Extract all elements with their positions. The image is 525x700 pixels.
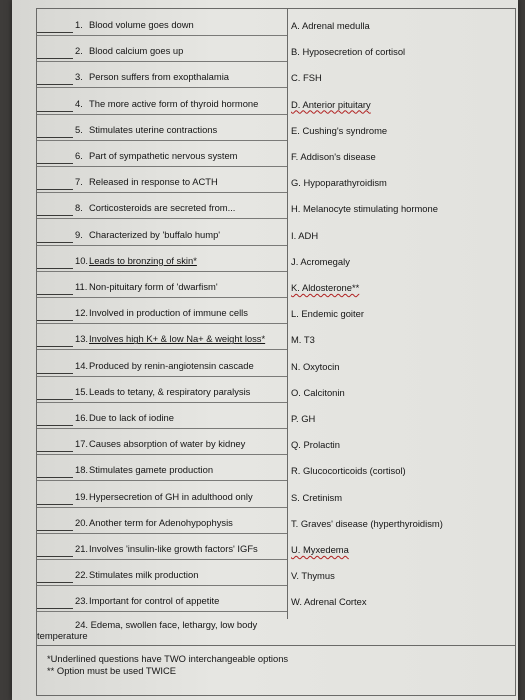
footnote-underlined: *Underlined questions have TWO interchangeable options xyxy=(47,653,289,664)
question-row xyxy=(37,559,515,586)
answer-option: C. FSH xyxy=(291,72,322,84)
question-row xyxy=(37,507,515,534)
answer-blank[interactable] xyxy=(37,477,73,478)
question-row xyxy=(37,166,515,193)
answer-blank[interactable] xyxy=(37,320,73,321)
footnote-twice: ** Option must be used TWICE xyxy=(47,665,177,676)
answer-blank[interactable] xyxy=(37,137,73,138)
question-row xyxy=(37,323,515,350)
question-24-line2: temperature xyxy=(37,630,88,641)
answer-blank[interactable] xyxy=(37,84,73,85)
answer-option: Q. Prolactin xyxy=(291,439,340,451)
question-number: 12. xyxy=(75,307,89,319)
question-text: Corticosteroids are secreted from... xyxy=(89,202,236,214)
question-number: 23. xyxy=(75,595,89,607)
answer-option: H. Melanocyte stimulating hormone xyxy=(291,203,438,215)
answer-option: O. Calcitonin xyxy=(291,386,345,398)
question-24 xyxy=(37,619,287,641)
answer-blank[interactable] xyxy=(37,268,73,269)
question-text: Stimulates milk production xyxy=(89,569,199,581)
answer-option: V. Thymus xyxy=(291,570,335,582)
question-text: Person suffers from exopthalamia xyxy=(89,71,229,83)
answer-option: T. Graves' disease (hyperthyroidism) xyxy=(291,517,443,529)
question-number: 3. xyxy=(75,71,83,83)
footer-divider xyxy=(37,645,515,646)
question-text: Blood volume goes down xyxy=(89,19,194,30)
question-number: 14. xyxy=(75,359,89,371)
question-row xyxy=(37,114,515,141)
answer-blank[interactable] xyxy=(37,556,73,557)
question-24-line1: 24. Edema, swollen face, lethargy, low body xyxy=(75,619,258,630)
answer-blank[interactable] xyxy=(37,294,73,295)
question-row xyxy=(37,376,515,403)
answer-option: B. Hyposecretion of cortisol xyxy=(291,46,406,58)
answer-option: N. Oxytocin xyxy=(291,360,340,372)
answer-option: R. Glucocorticoids (cortisol) xyxy=(291,465,406,477)
question-text: Involves high K+ & low Na+ & weight loss* xyxy=(89,333,266,345)
question-number: 19. xyxy=(75,490,89,502)
question-text: Part of sympathetic nervous system xyxy=(89,150,238,161)
question-number: 8. xyxy=(75,202,83,214)
answer-blank[interactable] xyxy=(37,504,73,505)
answer-option: P. GH xyxy=(291,413,316,424)
question-row xyxy=(37,428,515,455)
answer-blank[interactable] xyxy=(37,451,73,452)
question-text: Stimulates gamete production xyxy=(89,464,214,476)
answer-blank[interactable] xyxy=(37,608,73,609)
question-row xyxy=(37,88,515,115)
footnotes xyxy=(47,653,288,677)
answer-option: D. Anterior pituitary xyxy=(291,98,371,110)
question-row xyxy=(37,140,515,167)
question-number: 1. xyxy=(75,19,83,30)
question-number: 10. xyxy=(75,254,89,266)
question-row xyxy=(37,350,515,377)
question-number: 18. xyxy=(75,464,89,476)
question-number: 7. xyxy=(75,176,83,188)
answer-blank[interactable] xyxy=(37,530,73,531)
answer-blank[interactable] xyxy=(37,189,73,190)
question-text: Leads to tetany, & respiratory paralysis xyxy=(89,385,251,397)
question-number: 2. xyxy=(75,45,83,57)
answer-option: G. Hypoparathyroidism xyxy=(291,177,387,189)
question-text: Produced by renin-angiotensin cascade xyxy=(89,359,254,371)
question-text: Characterized by 'buffalo hump' xyxy=(89,228,221,240)
question-row xyxy=(37,585,515,612)
question-number: 6. xyxy=(75,150,83,161)
question-text: Due to lack of iodine xyxy=(89,412,174,423)
question-row xyxy=(37,61,515,88)
question-number: 13. xyxy=(75,333,89,345)
answer-blank[interactable] xyxy=(37,242,73,243)
question-row xyxy=(37,481,515,508)
answer-blank[interactable] xyxy=(37,215,73,216)
answer-option: L. Endemic goiter xyxy=(291,308,364,320)
question-text: Causes absorption of water by kidney xyxy=(89,438,246,450)
answer-option: E. Cushing's syndrome xyxy=(291,124,388,136)
answer-option: F. Addison's disease xyxy=(291,151,376,162)
question-number: 5. xyxy=(75,123,83,135)
question-number: 9. xyxy=(75,228,83,240)
question-row xyxy=(37,533,515,560)
question-number: 17. xyxy=(75,438,89,450)
answer-blank[interactable] xyxy=(37,111,73,112)
question-number: 15. xyxy=(75,385,89,397)
question-row xyxy=(37,219,515,246)
question-row xyxy=(37,454,515,481)
question-text: Non-pituitary form of 'dwarfism' xyxy=(89,281,218,292)
question-text: Another term for Adenohypophysis xyxy=(89,516,233,528)
answer-blank[interactable] xyxy=(37,346,73,347)
answer-blank[interactable] xyxy=(37,32,73,33)
answer-blank[interactable] xyxy=(37,58,73,59)
row-rule xyxy=(37,611,287,612)
question-row xyxy=(37,271,515,298)
question-text: Stimulates uterine contractions xyxy=(89,123,218,135)
question-number: 21. xyxy=(75,543,89,554)
question-row xyxy=(37,297,515,324)
question-row xyxy=(37,192,515,219)
question-text: Released in response to ACTH xyxy=(89,176,218,188)
answer-option: K. Aldosterone** xyxy=(291,282,360,293)
question-text: Involves 'insulin-like growth factors' IGFs xyxy=(89,543,258,554)
question-row xyxy=(37,245,515,272)
question-number: 11. xyxy=(75,281,88,292)
paper-page xyxy=(12,0,518,700)
question-text: Leads to bronzing of skin* xyxy=(89,254,197,266)
question-number: 20. xyxy=(75,516,89,528)
question-number: 4. xyxy=(75,97,83,109)
question-row xyxy=(37,9,515,36)
answer-option: A. Adrenal medulla xyxy=(291,20,370,31)
matching-worksheet xyxy=(36,8,516,696)
question-text: Involved in production of immune cells xyxy=(89,307,248,319)
question-text: Hypersecretion of GH in adulthood only xyxy=(89,490,253,502)
answer-option: M. T3 xyxy=(291,334,315,346)
question-row xyxy=(37,402,515,429)
question-text: Important for control of appetite xyxy=(89,595,220,607)
answer-blank[interactable] xyxy=(37,373,73,374)
question-row xyxy=(37,35,515,62)
answer-blank[interactable] xyxy=(37,425,73,426)
question-number: 16. xyxy=(75,412,89,423)
answer-blank[interactable] xyxy=(37,399,73,400)
answer-option: W. Adrenal Cortex xyxy=(291,596,367,608)
question-text: Blood calcium goes up xyxy=(89,45,184,57)
question-text: The more active form of thyroid hormone xyxy=(89,97,259,109)
answer-blank[interactable] xyxy=(37,163,73,164)
answer-option: U. Myxedema xyxy=(291,544,349,555)
answer-option: J. Acromegaly xyxy=(291,255,350,267)
answer-option: S. Cretinism xyxy=(291,491,343,503)
answer-blank[interactable] xyxy=(37,582,73,583)
question-number: 22. xyxy=(75,569,89,581)
answer-option: I. ADH xyxy=(291,229,319,241)
